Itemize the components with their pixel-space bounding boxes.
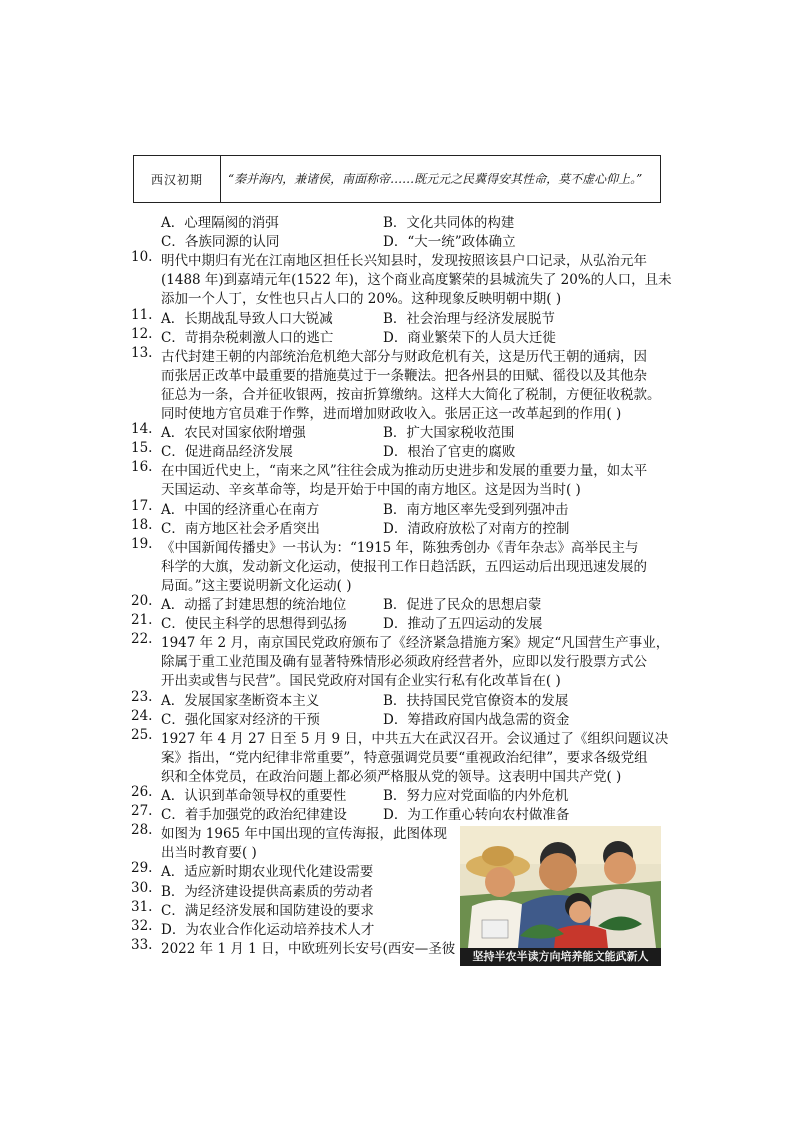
option-right: D．根治了官吏的腐败 [383,444,516,461]
question-text: 1947 年 2 月，南京国民党政府颁布了《经济紧急措施方案》规定“凡国营生产事业， [161,635,670,652]
question-text: 除属于重工业范围及确有显著特殊情形必须政府经营者外，应即以发行股票方式公 [161,654,647,671]
question-number: 31. [131,898,153,915]
option-left: A．农民对国家依附增强 [161,425,306,442]
question-number: 15. [131,440,153,457]
context-table [133,155,661,203]
question-number: 28. [131,822,153,839]
question-text: 出当时教育要( ) [161,845,257,862]
question-text: 科学的大旗，发动新文化运动，使报刊工作日趋活跃，五四运动后出现迅速发展的 [161,558,647,575]
option-left: C．使民主科学的思想得到弘扬 [161,616,347,633]
option-left: C．南方地区社会矛盾突出 [161,520,320,537]
question-text: 古代封建王朝的内部统治危机绝大部分与财政危机有关，这是历代王朝的通病，因 [161,348,647,365]
question-text: B．为经济建设提供高素质的劳动者 [161,883,374,900]
poster-caption: 坚持半农半读方向培养能文能武新人 [460,948,661,966]
option-right: D．“大一统”政体确立 [383,234,516,251]
question-text: 开出卖或售与民营”。国民党政府对国有企业实行私有化改革旨在( ) [161,673,561,690]
option-right: B．扩大国家税收范围 [383,425,515,442]
option-left: A．动摇了封建思想的统治地位 [161,597,347,613]
option-right: B．努力应对党面临的内外危机 [383,788,569,804]
option-right: D．为工作重心转向农村做准备 [383,807,570,824]
option-right: B．社会治理与经济发展脱节 [383,310,555,327]
question-text: 织和全体党员，在政治问题上都必须严格服从党的领导。这表明中国共产党( ) [161,768,622,785]
question-text: C．满足经济发展和国防建设的要求 [161,902,374,919]
question-text: 案》指出，“党内纪律非常重要”，特意强调党员要“重视政治纪律”，要求各级党组 [161,749,648,766]
question-number: 24. [131,707,153,724]
question-number: 11. [131,306,153,323]
question-number: 14. [131,421,153,438]
question-number: 26. [131,784,153,800]
question-text: 如图为 1965 年中国出现的宣传海报，此图体现 [161,826,447,843]
question-text: 明代中期归有光在江南地区担任长兴知县时，发现按照该县户口记录，从弘治元年 [161,253,647,270]
option-right: D．清政府放松了对南方的控制 [383,520,570,537]
option-right: B．南方地区率先受到列强冲击 [383,501,569,518]
question-text: A．适应新时期农业现代化建设需要 [161,864,374,881]
option-right: B．促进了民众的思想启蒙 [383,597,542,613]
option-left: A．心理隔阂的消弭 [161,215,279,231]
option-left: C．各族同源的认同 [161,234,280,251]
question-number: 27. [131,803,153,820]
question-number: 12. [131,325,153,342]
question-number: 22. [131,631,153,648]
question-number: 25. [131,726,153,743]
question-number: 10. [131,249,153,266]
question-text: 局面。”这主要说明新文化运动( ) [161,577,352,594]
question-text: 《中国新闻传播史》一书认为：“1915 年，陈独秀创办《青年杂志》高举民主与 [161,539,639,556]
option-left: A．长期战乱导致人口大锐减 [161,310,333,327]
option-right: B．扶持国民党官僚资本的发展 [383,692,569,709]
question-text: 2022 年 1 月 1 日，中欧班列长安号(西安—圣彼 [161,940,456,957]
question-number: 32. [131,917,153,934]
question-text: 在中国近代史上，“南来之风”往往会成为推动历史进步和发展的重要力量，如太平 [161,463,648,480]
option-right: D．筹措政府国内战急需的资金 [383,711,570,728]
question-text: 添加一个人丁，女性也只占人口的 20%。这种现象反映明朝中期( ) [161,291,562,308]
question-number: 23. [131,688,153,705]
question-text: 而张居正改革中最重要的措施莫过于一条鞭法。把各州县的田赋、徭役以及其他杂 [161,367,647,384]
question-number: 19. [131,535,153,552]
question-number: 13. [131,344,153,361]
question-text: 天国运动、辛亥革命等，均是开始于中国的南方地区。这是因为当时( ) [161,482,581,499]
question-text: D．为农业合作化运动培养技术人才 [161,921,375,938]
poster-illustration [460,826,661,948]
option-left: C．着手加强党的政治纪律建设 [161,807,347,824]
question-text: 同时使地方官员难于作弊，进而增加财政收入。张居正这一改革起到的作用( ) [161,406,622,422]
option-left: C．促进商品经济发展 [161,444,293,461]
period-cell: 西汉初期 [134,156,221,203]
question-text: 征总为一条，合并征收银两，按亩折算缴纳。这样大大简化了税制，方便征收税款。 [161,386,661,403]
question-number: 17. [131,497,153,514]
option-right: B．文化共同体的构建 [383,215,515,231]
option-left: C．强化国家对经济的干预 [161,711,320,728]
question-number: 30. [131,879,153,896]
question-number: 21. [131,612,153,629]
question-number: 16. [131,459,153,476]
question-number: 18. [131,516,153,533]
quote-cell: “秦并海内，兼诸侯，南面称帝……既元元之民冀得安其性命，莫不虚心仰上。” [221,156,661,203]
question-number: 20. [131,593,153,609]
question-number: 33. [131,936,153,953]
option-left: C．苛捐杂税刺激人口的逃亡 [161,329,334,346]
option-left: A．发展国家垄断资本主义 [161,692,320,709]
question-number: 29. [131,860,153,877]
option-right: D．推动了五四运动的发展 [383,616,543,633]
option-left: A．中国的经济重心在南方 [161,501,320,518]
question-text: 1927 年 4 月 27 日至 5 月 9 日，中共五大在武汉召开。会议通过了《组织问题议决 [161,730,669,747]
option-left: A．认识到革命领导权的重要性 [161,788,347,804]
question-text: (1488 年)到嘉靖元年(1522 年)，这个商业高度繁荣的县城流失了 20%的人口，且未 [161,272,672,289]
option-right: D．商业繁荣下的人员大迁徙 [383,329,556,346]
propaganda-poster [460,826,661,966]
